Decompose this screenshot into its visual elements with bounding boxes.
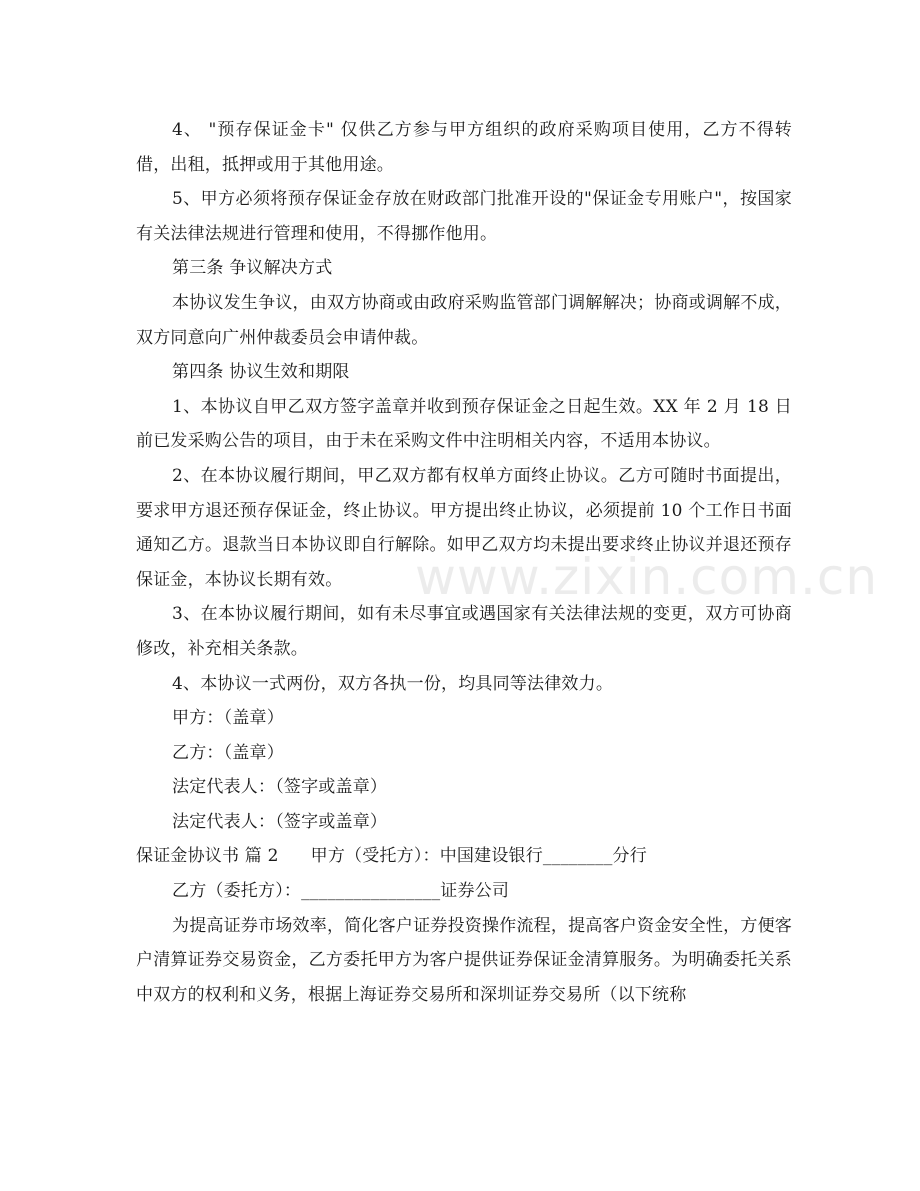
watermark: www.zixin.com.cn — [415, 548, 879, 606]
section-title: 保证金协议书 篇 2 — [136, 846, 279, 867]
article-4-heading: 第四条 协议生效和期限 — [172, 362, 350, 383]
party-a-line: 甲方（受托方）：中国建设银行________分行 — [310, 846, 647, 867]
article-4-clause-2: 2、在本协议履行期间，甲乙双方都有权单方面终止协议。乙方可随时书面提出，要求甲方退还预存保证金，终止协议。甲方提出终止协议，必须提前 10 个工作日书面通知乙方。退款当日本协议即自行解除。如甲乙双方均未提出要求终止协议并退还预存保证金，本协议长期有效。 — [136, 465, 792, 590]
article-4-clause-3: 3、在本协议履行期间，如有未尽事宜或遇国家有关法律法规的变更，双方可协商修改，补充相关条款。 — [136, 604, 792, 659]
signature-legal-rep-b: 法定代表人：（签字或盖章） — [172, 811, 388, 832]
article-4-clause-1: 1、本协议自甲乙双方签字盖章并收到预存保证金之日起生效。XX 年 2 月 18 日前已发采购公告的项目，由于未在采购文件中注明相关内容，不适用本协议。 — [136, 396, 792, 452]
signature-party-a: 甲方：（盖章） — [172, 708, 284, 729]
document-body — [136, 113, 792, 1012]
clause-4-card-usage: 4、 "预存保证金卡" 仅供乙方参与甲方组织的政府采购项目使用，乙方不得转借，出租，抵押或用于其他用途。 — [136, 120, 792, 175]
article-3-heading: 第三条 争议解决方式 — [172, 258, 333, 279]
article-4-clause-4: 4、本协议一式两份，双方各执一份，均具同等法律效力。 — [172, 673, 614, 694]
party-b-line: 乙方（委托方）：________________证券公司 — [172, 881, 510, 902]
clause-5-deposit-account: 5、甲方必须将预存保证金存放在财政部门批准开设的"保证金专用账户"，按国家有关法律法规进行管理和使用，不得挪作他用。 — [136, 189, 792, 244]
article-3-body: 本协议发生争议，由双方协商或由政府采购监管部门调解解决；协商或调解不成，双方同意向广州仲裁委员会申请仲裁。 — [136, 292, 792, 348]
signature-legal-rep-a: 法定代表人：（签字或盖章） — [172, 777, 388, 798]
signature-party-b: 乙方：（盖章） — [172, 742, 284, 763]
section-title-line — [136, 839, 792, 874]
agreement-intro: 为提高证券市场效率，简化客户证券投资操作流程，提高客户资金安全性，方便客户清算证券交易资金，乙方委托甲方为客户提供证券保证金清算服务。为明确委托关系中双方的权利和义务，根据上海证券交易所和深圳证券交易所（以下统称 — [136, 915, 792, 1005]
